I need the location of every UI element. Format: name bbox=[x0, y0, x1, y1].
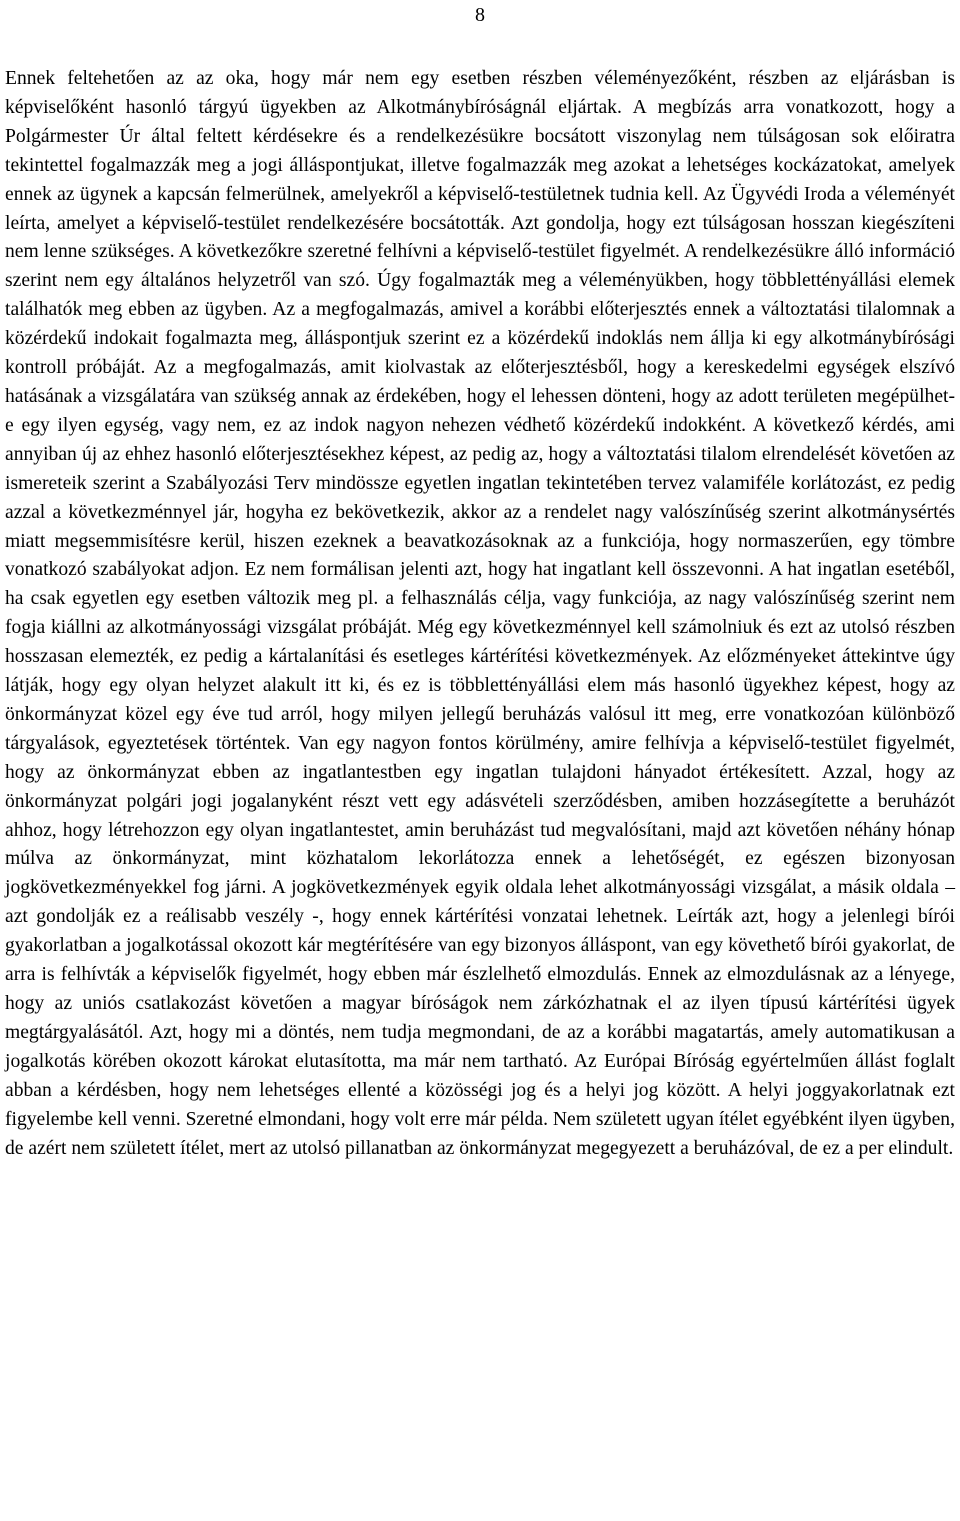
page-number: 8 bbox=[475, 4, 485, 26]
body-paragraph: Ennek feltehetően az az oka, hogy már nem egy esetben részben véleményezőként, részben az eljárásban is képviselőként hasonló tárgyú ügyekben az Alkotmánybíróságnál eljártak. A megbízás arra vonatkozott, hogy a Polgármester Úr által feltett kérdésekre és a rendelkezésükre bocsátott viszonylag nem túlságosan sok előiratra tekintettel fogalmazzák meg a jogi álláspontjukat, illetve fogalmazzák meg azokat a lehetséges kockázatokat, amelyek ennek az ügynek a kapcsán felmerülnek, amelyekről a képviselő-testületnek tudnia kell. Az Ügyvédi Iroda a véleményét leírta, amelyet a képviselő-testület rendelkezésére bocsátották. Azt gondolja, hogy ezt túlságosan hosszan kiegészíteni nem lenne szükséges. A következőkre szeretné felhívni a képviselő-testület figyelmét. A rendelkezésükre álló információ szerint nem egy általános helyzetről van szó. Úgy fogalmazták meg a véleményükben, hogy többlettényállási elemek találhatók meg ebben az ügyben. Az a megfogalmazás, amivel a korábbi előterjesztés ennek a változtatási tilalomnak a közérdekű indokait fogalmazta meg, álláspontjuk szerint ez a közérdekű indoklás nem állja ki egy alkotmánybírósági kontroll próbáját. Az a megfogalmazás, amit kiolvastak az előterjesztésből, hogy a kereskedelmi egységek elszívó hatásának a vizsgálatára van szükség annak az érdekében, hogy el lehessen dönteni, hogy az adott területen megépülhet-e egy ilyen egység, vagy nem, ez az indok nagyon nehezen védhető közérdekű indokként. A következő kérdés, ami annyiban új az ehhez hasonló előterjesztésekhez képest, az pedig az, hogy a változtatási tilalom elrendelését követően az ismereteik szerint a Szabályozási Terv mindössze egyetlen ingatlan tekintetében tervez valamiféle korlátozást, ez pedig azzal a következménnyel jár, hogyha ez bekövetkezik, akkor az a rendelet nagy valószínűség szerint alkotmánysértés miatt megsemmisítésre kerül, hiszen ezeknek a beavatkozásoknak az a funkciója, hogy normaszerűen, egy tömbre vonatkozó szabályokat adjon. Ez nem formálisan jelenti azt, hogy hat ingatlant kell összevonni. A hat ingatlan esetéből, ha csak egyetlen egy esetben változik meg pl. a felhasználás célja, vagy funkciója, az nagy valószínűség szerint nem fogja kiállni az alkotmányossági vizsgálat próbáját. Még egy következménnyel kell számolniuk és ezt az utolsó részben hosszasan elemezték, ez pedig a kártalanítási és esetleges kártérítési következmények. Az előzményeket áttekintve úgy látják, hogy egy olyan helyzet alakult itt ki, és ez is többlettényállási elem más hasonló ügyekhez képest, hogy az önkormányzat közel egy éve tud arról, hogy milyen jellegű beruházás valósul itt meg, erre vonatkozóan különböző tárgyalások, egyeztetések történtek. Van egy nagyon fontos körülmény, amire felhívja a képviselő-testület figyelmét, hogy az önkormányzat ebben az ingatlantestben egy ingatlan tulajdoni hányadot értékesített. Azzal, hogy az önkormányzat polgári jogi jogalanyként részt vett egy adásvételi szerződésben, amiben hozzásegítette a beruházót ahhoz, hogy létrehozzon egy olyan ingatlantestet, amin beruházást tud megvalósítani, majd azt követően néhány hónap múlva az önkormányzat, mint közhatalom lekorlátozza ennek a lehetőségét, ez egészen bizonyosan jogkövetkezményekkel fog járni. A jogkövetkezmények egyik oldala lehet alkotmányossági vizsgálat, a másik oldala – azt gondolják ez a reálisabb veszély -, hogy ennek kártérítési vonzatai lehetnek. Leírták azt, hogy a jelenlegi bírói gyakorlatban a jogalkotással okozott kár megtérítésére van egy bizonyos álláspont, van egy követhető bírói gyakorlat, de arra is felhívták a képviselők figyelmét, hogy ebben már észlelhető elmozdulás. Ennek az elmozdulásnak az a lényege, hogy az uniós csatlakozást követően a magyar bíróságok nem zárkózhatnak el az ilyen típusú kártérítési ügyek megtárgyalásától. Azt, hogy mi a döntés, nem tudja megmondani, de az a korábbi magatartás, amely automatikusan a jogalkotás körében okozott károkat elutasította, ma már nem tartható. Az Európai Bíróság egyértelműen állást foglalt abban a kérdésben, hogy nem lehetséges ellenté a közösségi jog és a helyi jog között. A helyi joggyakorlatnak ezt figyelembe kell venni. Szeretné elmondani, hogy volt erre már példa. Nem született ugyan ítélet egyébként ilyen ügyben, de azért nem született ítélet, mert az utolsó pillanatban az önkormányzat megegyezett a beruházóval, de ez a per elindult. bbox=[5, 68, 955, 1159]
